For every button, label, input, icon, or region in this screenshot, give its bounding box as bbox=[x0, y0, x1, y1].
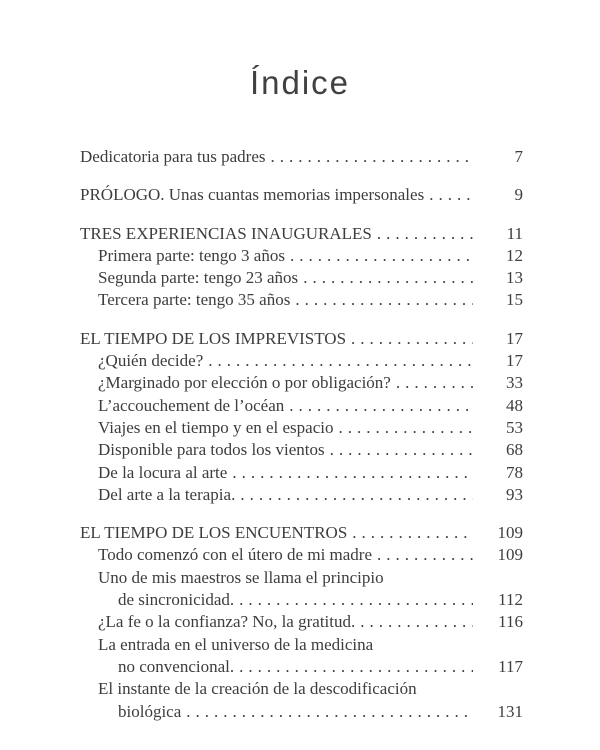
toc-entry bbox=[80, 522, 523, 544]
toc-entry-label: no convencional. bbox=[118, 656, 235, 676]
toc-entry-label: Viajes en el tiempo y en el espacio bbox=[98, 417, 334, 437]
toc-entry bbox=[80, 634, 523, 656]
toc-entry-label: Dedicatoria para tus padres bbox=[80, 147, 266, 166]
dot-leader bbox=[240, 484, 473, 506]
toc-entry-label: El instante de la creación de la descodificación bbox=[98, 679, 417, 699]
toc-entry-page: 17 bbox=[506, 328, 523, 348]
toc-entry bbox=[80, 395, 523, 417]
toc-entry-label: biológica bbox=[118, 701, 182, 721]
toc-entry-label: PRÓLOGO. Unas cuantas memorias impersonales bbox=[80, 185, 425, 205]
toc-entry bbox=[80, 589, 523, 611]
toc-entry bbox=[80, 328, 523, 350]
toc-entry bbox=[80, 289, 523, 311]
page-title: Índice bbox=[249, 64, 351, 101]
toc-entry-label: EL TIEMPO DE LOS IMPREVISTOS bbox=[80, 328, 347, 348]
toc-entry-page: 112 bbox=[498, 590, 523, 610]
table-of-contents bbox=[80, 146, 523, 723]
toc-entry-label: Uno de mis maestros se llama el principio bbox=[98, 567, 384, 587]
dot-leader bbox=[290, 245, 473, 267]
toc-entry-page: 9 bbox=[514, 185, 523, 205]
dot-leader bbox=[429, 184, 473, 206]
toc-entry-page: 53 bbox=[506, 417, 523, 437]
dot-leader bbox=[351, 328, 473, 350]
dot-leader bbox=[271, 146, 474, 168]
toc-entry-label: Primera parte: tengo 3 años bbox=[98, 245, 285, 265]
toc-entry bbox=[80, 544, 523, 566]
toc-entry-page: 12 bbox=[506, 245, 523, 265]
toc-entry bbox=[80, 245, 523, 267]
toc-entry-page: 7 bbox=[514, 147, 523, 166]
toc-entry-label: TRES EXPERIENCIAS INAUGURALES bbox=[80, 223, 372, 243]
toc-entry-label: Del arte a la terapia. bbox=[98, 484, 236, 504]
toc-entry-page: 116 bbox=[498, 612, 523, 632]
dot-leader bbox=[377, 223, 473, 245]
dot-leader bbox=[303, 267, 473, 289]
toc-entry-page: 93 bbox=[506, 484, 523, 504]
toc-entry bbox=[80, 146, 523, 168]
dot-leader bbox=[330, 439, 473, 461]
dot-leader bbox=[239, 589, 473, 611]
dot-leader bbox=[396, 372, 473, 394]
toc-entry bbox=[80, 372, 523, 394]
toc-entry-label: Todo comenzó con el útero de mi madre bbox=[98, 545, 373, 565]
toc-entry-page: 131 bbox=[497, 701, 523, 721]
toc-entry-label: ¿Marginado por elección o por obligación? bbox=[98, 373, 391, 393]
toc-entry bbox=[80, 350, 523, 372]
toc-entry bbox=[80, 656, 523, 678]
toc-entry-label: L’accouchement de l’océan bbox=[98, 395, 285, 415]
toc-entry-page: 17 bbox=[506, 351, 523, 371]
toc-entry-label: EL TIEMPO DE LOS ENCUENTROS bbox=[80, 523, 348, 543]
toc-entry bbox=[80, 462, 523, 484]
toc-entry-page: 11 bbox=[506, 223, 523, 243]
toc-entry-label: Disponible para todos los vientos bbox=[98, 440, 325, 460]
toc-entry bbox=[80, 184, 523, 206]
toc-entry-label: ¿Quién decide? bbox=[98, 351, 204, 371]
toc-entry-label: ¿La fe o la confianza? No, la gratitud. bbox=[98, 612, 356, 632]
toc-entry bbox=[80, 439, 523, 461]
toc-entry-page: 13 bbox=[506, 268, 523, 288]
dot-leader bbox=[239, 656, 473, 678]
toc-entry-label: de sincronicidad. bbox=[118, 590, 235, 610]
toc-entry bbox=[80, 701, 523, 723]
toc-entry-page: 117 bbox=[498, 656, 523, 676]
dot-leader bbox=[186, 701, 473, 723]
dot-leader bbox=[208, 350, 473, 372]
toc-entry bbox=[80, 678, 523, 700]
dot-leader bbox=[289, 395, 473, 417]
toc-entry-page: 109 bbox=[497, 523, 523, 543]
toc-entry bbox=[80, 484, 523, 506]
toc-entry bbox=[80, 417, 523, 439]
toc-entry-page: 48 bbox=[506, 395, 523, 415]
toc-entry-page: 68 bbox=[506, 440, 523, 460]
toc-entry bbox=[80, 567, 523, 589]
toc-entry bbox=[80, 267, 523, 289]
toc-entry-label: Tercera parte: tengo 35 años bbox=[98, 290, 291, 310]
toc-entry-page: 78 bbox=[506, 462, 523, 482]
toc-entry bbox=[80, 611, 523, 633]
toc-entry-label: Segunda parte: tengo 23 años bbox=[98, 268, 299, 288]
dot-leader bbox=[360, 611, 473, 633]
toc-entry-label: La entrada en el universo de la medicina bbox=[98, 634, 374, 654]
dot-leader bbox=[352, 522, 473, 544]
dot-leader bbox=[232, 462, 473, 484]
toc-entry-page: 109 bbox=[497, 545, 523, 565]
dot-leader bbox=[295, 289, 473, 311]
dot-leader bbox=[377, 544, 473, 566]
toc-entry-page: 33 bbox=[506, 373, 523, 393]
toc-entry-label: De la locura al arte bbox=[98, 462, 228, 482]
toc-entry bbox=[80, 223, 523, 245]
dot-leader bbox=[338, 417, 473, 439]
toc-entry-page: 15 bbox=[506, 290, 523, 310]
